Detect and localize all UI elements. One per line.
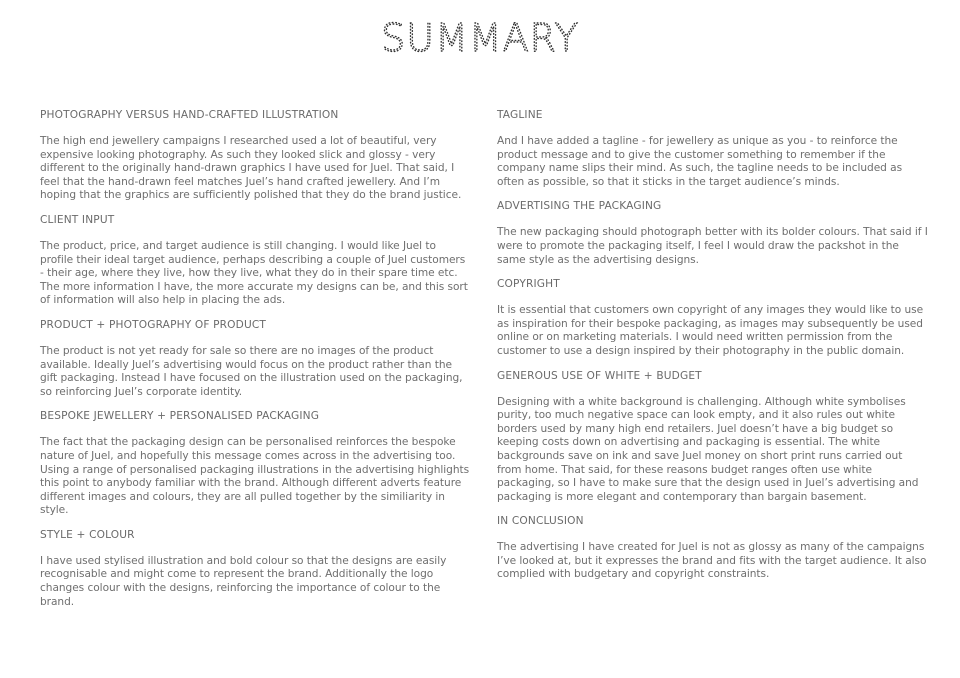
page-title-wrapper xyxy=(0,14,960,60)
section-heading: PHOTOGRAPHY VERSUS HAND-CRAFTED ILLUSTRATION xyxy=(40,109,339,121)
section-white-budget xyxy=(497,369,929,505)
section-heading: GENEROUS USE OF WHITE + BUDGET xyxy=(497,369,702,382)
section-body: The new packaging should photograph better with its bolder colours. That said if I were to promote the packaging itself, I feel I would draw the packshot in the same style as the advertising designs. xyxy=(497,226,928,266)
section-client-input xyxy=(40,213,472,308)
section-heading: ADVERTISING THE PACKAGING xyxy=(497,200,662,213)
section-body: The high end jewellery campaigns I researched used a lot of beautiful, very expensive looking photography. As such they looked slick and glossy - very different to the originally hand-drawn graphics I have used for Juel. That said, I feel that the hand-drawn feel matches Juel’s hand crafted jewellery. And I’m hoping that the graphics are sufficiently polished that they do the brand justice. xyxy=(40,135,462,202)
section-tagline xyxy=(497,108,929,189)
section-body: The advertising I have created for Juel is not as glossy as many of the campaigns I’ve looked at, but it expresses the brand and fits with the target audience. It also complied with budgetary and copyright constraints. xyxy=(497,541,927,581)
section-copyright xyxy=(497,277,929,358)
section-heading: STYLE + COLOUR xyxy=(40,528,135,541)
section-bespoke-jewellery xyxy=(40,409,472,518)
section-heading: TAGLINE xyxy=(497,109,543,121)
section-heading: BESPOKE JEWELLERY + PERSONALISED PACKAGING xyxy=(40,410,320,423)
section-body: It is essential that customers own copyright of any images they would like to use as inspiration for their bespoke packaging, as images may subsequently be used online or on marketing materials. I would need written permission from the customer to use a design inspired by their photography in the public domain. xyxy=(497,304,924,357)
section-heading: PRODUCT + PHOTOGRAPHY OF PRODUCT xyxy=(40,318,267,331)
section-heading: CLIENT INPUT xyxy=(40,213,115,226)
page-title-text xyxy=(381,16,579,60)
section-body: I have used stylised illustration and bold colour so that the designs are easily recognisable and might come to represent the brand. Additionally the logo changes colour with the designs, reinforcing the importance of colour to the brand. xyxy=(40,554,447,608)
section-conclusion xyxy=(497,514,929,582)
section-body: And I have added a tagline - for jewellery as unique as you - to reinforce the product message and to give the customer something to remember if the company name slips their mind. As such, the tagline needs to be included as often as possible, so that it sticks in the target audience’s minds. xyxy=(497,135,903,188)
section-body: The fact that the packaging design can be personalised reinforces the bespoke nature of Juel, and hopefully this message comes across in the advertising too. Using a range of personalised packaging illustrations in the advertising highlights this point to anybody familiar with the brand. Although different adverts feature different images and colours, they are all pulled together by the similiarity in style. xyxy=(40,436,470,517)
section-heading: IN CONCLUSION xyxy=(497,515,584,528)
section-photography-vs-illustration xyxy=(40,108,472,203)
section-heading: COPYRIGHT xyxy=(497,278,560,291)
section-style-colour xyxy=(40,528,472,609)
section-product-photography xyxy=(40,318,472,399)
section-body: The product, price, and target audience is still changing. I would like Juel to profile their ideal target audience, perhaps describing a couple of Juel customers - their age, where they live, how they live, what they do in their spare time etc. The more information I have, the more accurate my designs can be, and this sort of information will also help in placing the ads. xyxy=(40,239,468,307)
section-body: Designing with a white background is challenging. Although white symbolises purity, too much negative space can look empty, and it also rules out white borders used by many high end retailers. Juel doesn’t have a big budget so keeping costs down on advertising and packaging is essential. The white backgrounds save on ink and save Juel money on short print runs carried out from home. That said, for these reasons budget ranges often use white packaging, so I have to make sure that the design used in Juel’s advertising and packaging is more elegant and contemporary than bargain basement. xyxy=(497,395,919,503)
section-advertising-packaging xyxy=(497,199,929,267)
right-column xyxy=(497,108,929,592)
section-body: The product is not yet ready for sale so there are no images of the product available. Ideally Juel’s advertising would focus on the product rather than the gift packaging. Instead I have focused on the illustration used on the packaging, so reinforcing Juel’s corporate identity. xyxy=(40,344,463,398)
page-title xyxy=(380,14,580,60)
left-column xyxy=(40,108,472,619)
